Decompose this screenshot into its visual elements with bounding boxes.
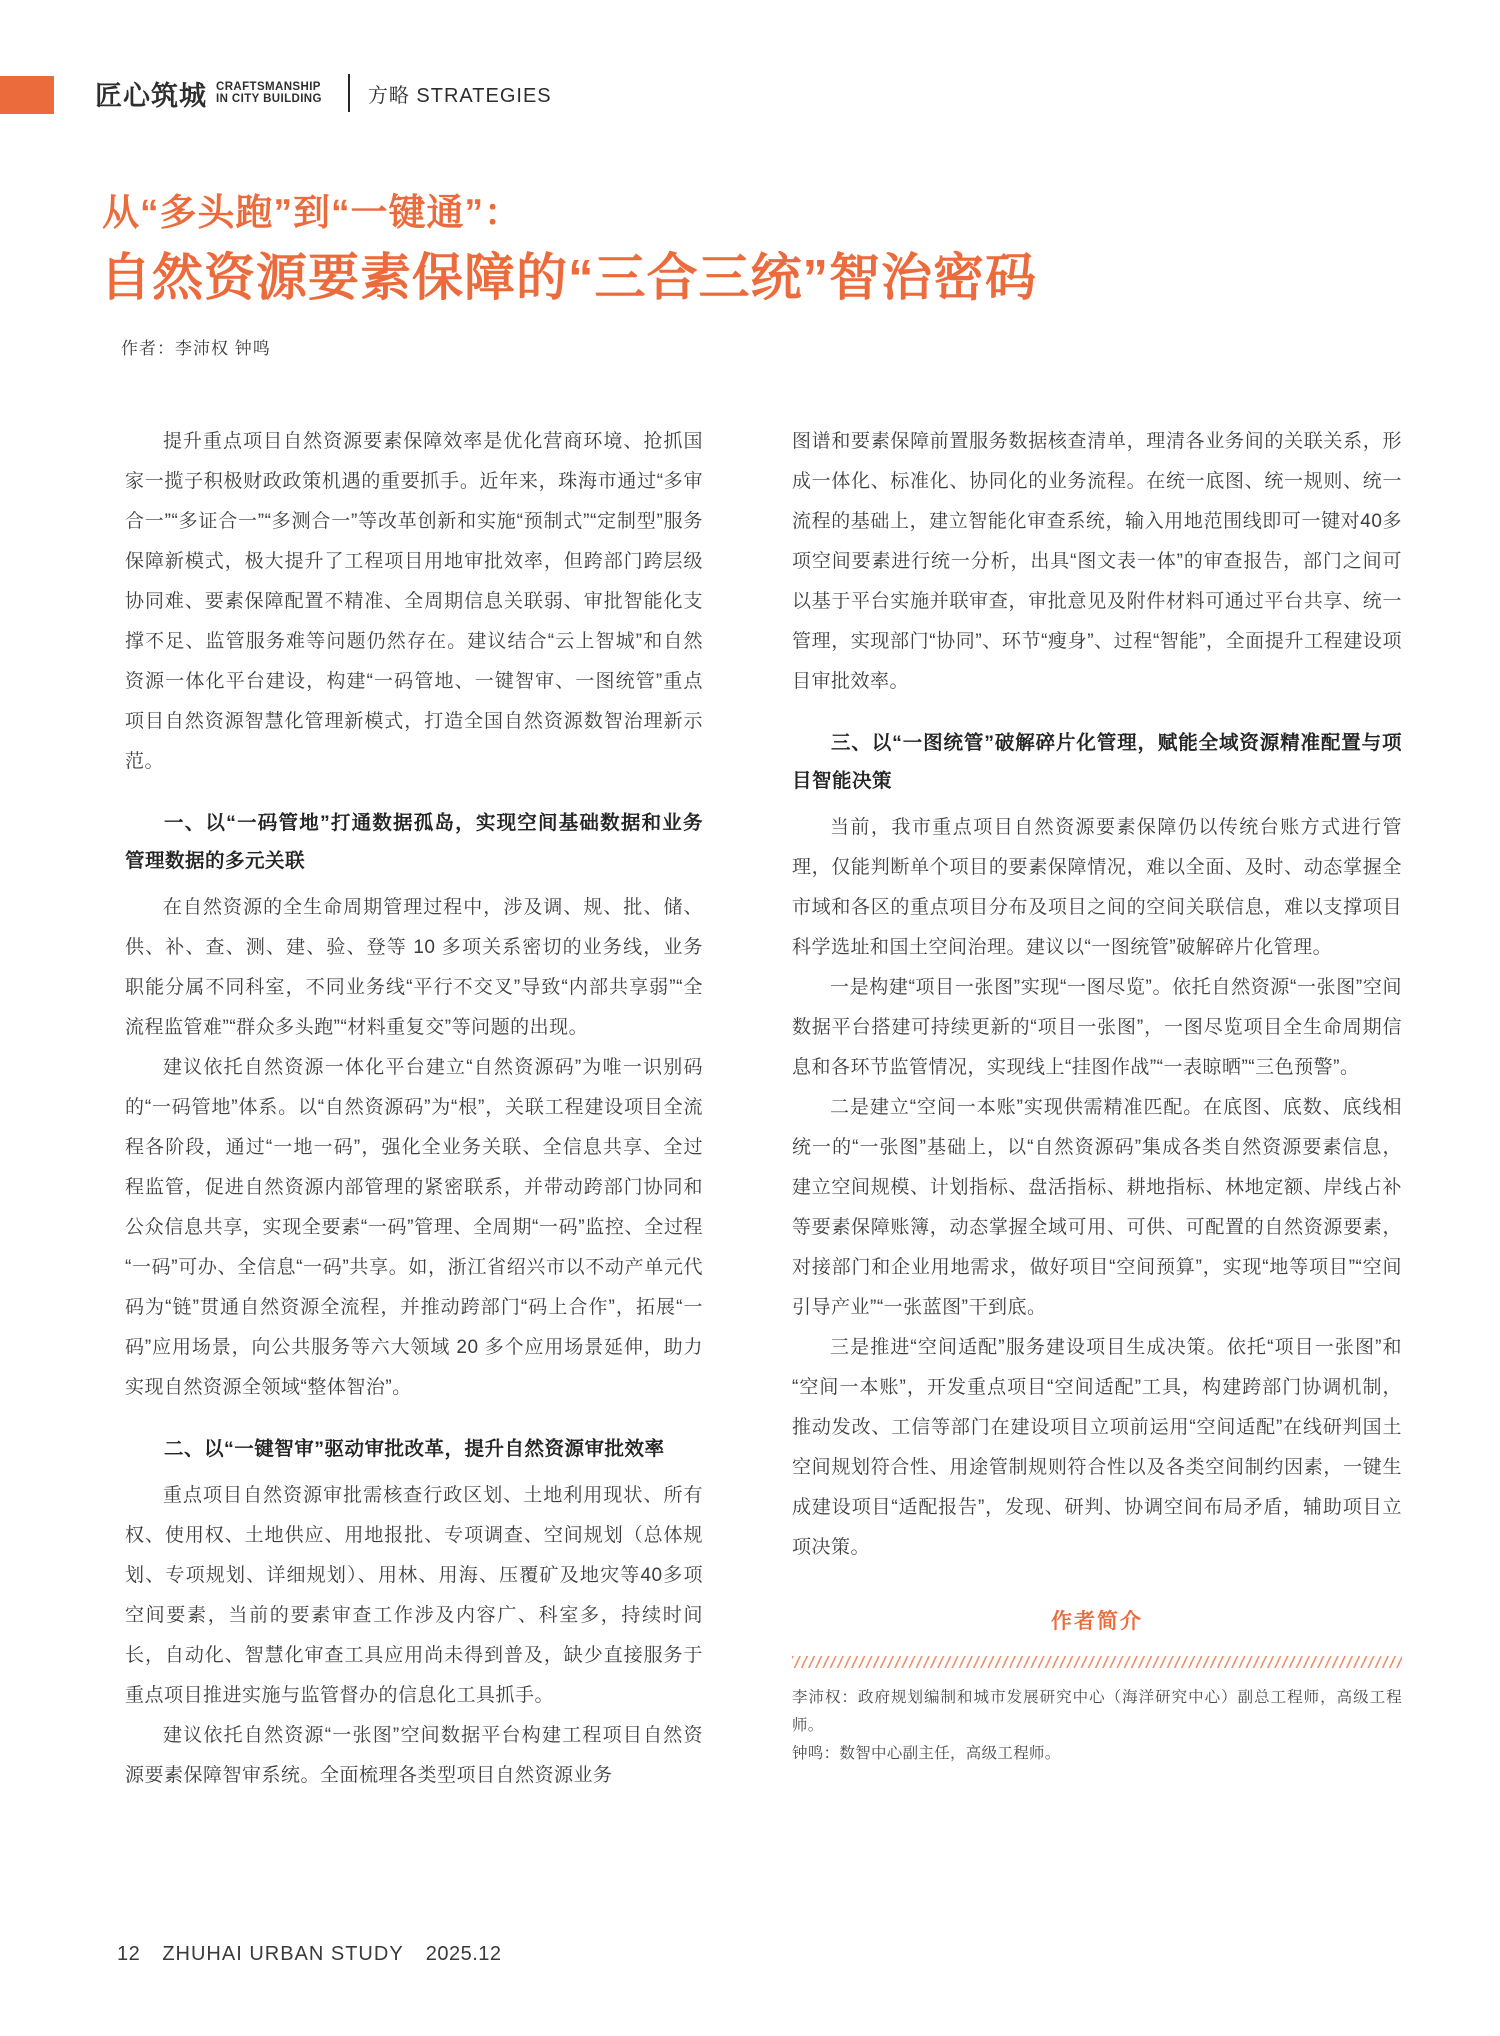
- page-number: 12: [117, 1943, 141, 1965]
- paragraph: 一是构建“项目一张图”实现“一图尽览”。依托自然资源“一张图”空间数据平台搭建可持续更新的“项目一张图”，一图尽览项目全生命周期信息和各环节监管情况，实现线上“挂图作战”“一表晾晒”“三色预警”。: [792, 977, 1402, 1078]
- brand-color-block: [0, 76, 54, 114]
- paragraph: 二是建立“空间一本账”实现供需精准匹配。在底图、底数、底线相统一的“一张图”基础上，以“自然资源码”集成各类自然资源要素信息，建立空间规模、计划指标、盘活指标、耕地指标、林地定额、岸线占补等要素保障账簿，动态掌握全域可用、可供、可配置的自然资源要素，对接部门和企业用地需求，做好项目“空间预算”，实现“地等项目”“空间引导产业”“一张蓝图”干到底。: [792, 1097, 1402, 1318]
- paragraph: 当前，我市重点项目自然资源要素保障仍以传统台账方式进行管理，仅能判断单个项目的要素保障情况，难以全面、及时、动态掌握全市域和各区的重点项目分布及项目之间的空间关联信息，难以支撑项目科学选址和国土空间治理。建议以“一图统管”破解碎片化管理。: [792, 817, 1402, 958]
- brand-name-en: [216, 81, 322, 106]
- author-bio-line: 钟鸣：数智中心副主任，高级工程师。: [792, 1745, 1061, 1762]
- brand-en-line2: IN CITY BUILDING: [216, 93, 322, 105]
- article-byline: 作者：李沛权 钟鸣: [121, 339, 271, 358]
- section-heading: 二、以“一键智审”驱动审批改革，提升自然资源审批效率: [164, 1438, 665, 1460]
- section-label: [368, 79, 552, 108]
- author-bio-heading: 作者简介: [1051, 1610, 1143, 1633]
- author-bio-section: [792, 1602, 1402, 1768]
- paragraph: 重点项目自然资源审批需核查行政区划、土地利用现状、所有权、使用权、土地供应、用地报批、专项调查、空间规划（总体规划、专项规划、详细规划）、用林、用海、压覆矿及地灾等40多项空间要素，当前的要素审查工作涉及内容广、科室多，持续时间长，自动化、智慧化审查工具应用尚未得到普及，缺少直接服务于重点项目推进实施与监管督办的信息化工具抓手。: [125, 1485, 703, 1706]
- article-title-kicker: 从“多头跑”到“一键通”：: [102, 192, 522, 233]
- author-bio-line: 李沛权：政府规划编制和城市发展研究中心（海洋研究中心）副总工程师，高级工程师。: [792, 1689, 1402, 1734]
- left-column: [125, 422, 703, 1796]
- header-divider: [348, 74, 350, 112]
- paragraph: 提升重点项目自然资源要素保障效率是优化营商环境、抢抓国家一揽子积极财政政策机遇的重要抓手。近年来，珠海市通过“多审合一”“多证合一”“多测合一”等改革创新和实施“预制式”“定制型”服务保障新模式，极大提升了工程项目用地审批效率，但跨部门跨层级协同难、要素保障配置不精准、全周期信息关联弱、审批智能化支撑不足、监管服务难等问题仍然存在。建议结合“云上智城”和自然资源一体化平台建设，构建“一码管地、一键智审、一图统管”重点项目自然资源智慧化管理新模式，打造全国自然资源数智治理新示范。: [125, 431, 703, 772]
- paragraph: 图谱和要素保障前置服务数据核查清单，理清各业务间的关联关系，形成一体化、标准化、协同化的业务流程。在统一底图、统一规则、统一流程的基础上，建立智能化审查系统，输入用地范围线即可一键对40多项空间要素进行统一分析，出具“图文表一体”的审查报告，部门之间可以基于平台实施并联审查，审批意见及附件材料可通过平台共享、统一管理，实现部门“协同”、环节“瘦身”、过程“智能”，全面提升工程建设项目审批效率。: [792, 431, 1402, 692]
- paragraph: 建议依托自然资源一体化平台建立“自然资源码”为唯一识别码的“一码管地”体系。以“自然资源码”为“根”，关联工程建设项目全流程各阶段，通过“一地一码”，强化全业务关联、全信息共享、全过程监管，促进自然资源内部管理的紧密联系，并带动跨部门协同和公众信息共享，实现全要素“一码”管理、全周期“一码”监控、全过程“一码”可办、全信息“一码”共享。如，浙江省绍兴市以不动产单元代码为“链”贯通自然资源全流程，并推动跨部门“码上合作”，拓展“一码”应用场景，向公共服务等六大领域 20 多个应用场景延伸，助力实现自然资源全领域“整体智治”。: [125, 1057, 703, 1398]
- article-title-main: 自然资源要素保障的“三合三统”智治密码: [100, 249, 1038, 306]
- section-heading: 一、以“一码管地”打通数据孤岛，实现空间基础数据和业务管理数据的多元关联: [125, 812, 703, 872]
- brand-en-line1: CRAFTSMANSHIP: [216, 80, 321, 93]
- page-header: [95, 72, 552, 114]
- paragraph: 三是推进“空间适配”服务建设项目生成决策。依托“项目一张图”和“空间一本账”，开发重点项目“空间适配”工具，构建跨部门协调机制，推动发改、工信等部门在建设项目立项前运用“空间适配”在线研判国土空间规划符合性、用途管制规则符合性以及各类空间制约因素，一键生成建设项目“适配报告”，发现、研判、协调空间布局矛盾，辅助项目立项决策。: [792, 1337, 1402, 1558]
- journal-name: ZHUHAI URBAN STUDY: [162, 1943, 404, 1965]
- hatch-divider: [792, 1656, 1402, 1668]
- section-heading: 三、以“一图统管”破解碎片化管理，赋能全域资源精准配置与项目智能决策: [792, 732, 1402, 792]
- paragraph: 在自然资源的全生命周期管理过程中，涉及调、规、批、储、供、补、查、测、建、验、登等 10 多项关系密切的业务线，业务职能分属不同科室，不同业务线“平行不交叉”导致“内部共享弱”“全流程监管难”“群众多头跑”“材料重复交”等问题的出现。: [125, 897, 703, 1038]
- right-column: [792, 422, 1402, 1768]
- brand-name-cn: 匠心筑城: [95, 80, 207, 111]
- section-label-en: STRATEGIES: [416, 84, 552, 107]
- page-footer: [117, 1943, 502, 1966]
- paragraph: 建议依托自然资源“一张图”空间数据平台构建工程项目自然资源要素保障智审系统。全面梳理各类型项目自然资源业务: [125, 1725, 703, 1786]
- issue-number: 2025.12: [425, 1943, 502, 1965]
- section-label-cn: 方略: [367, 84, 410, 107]
